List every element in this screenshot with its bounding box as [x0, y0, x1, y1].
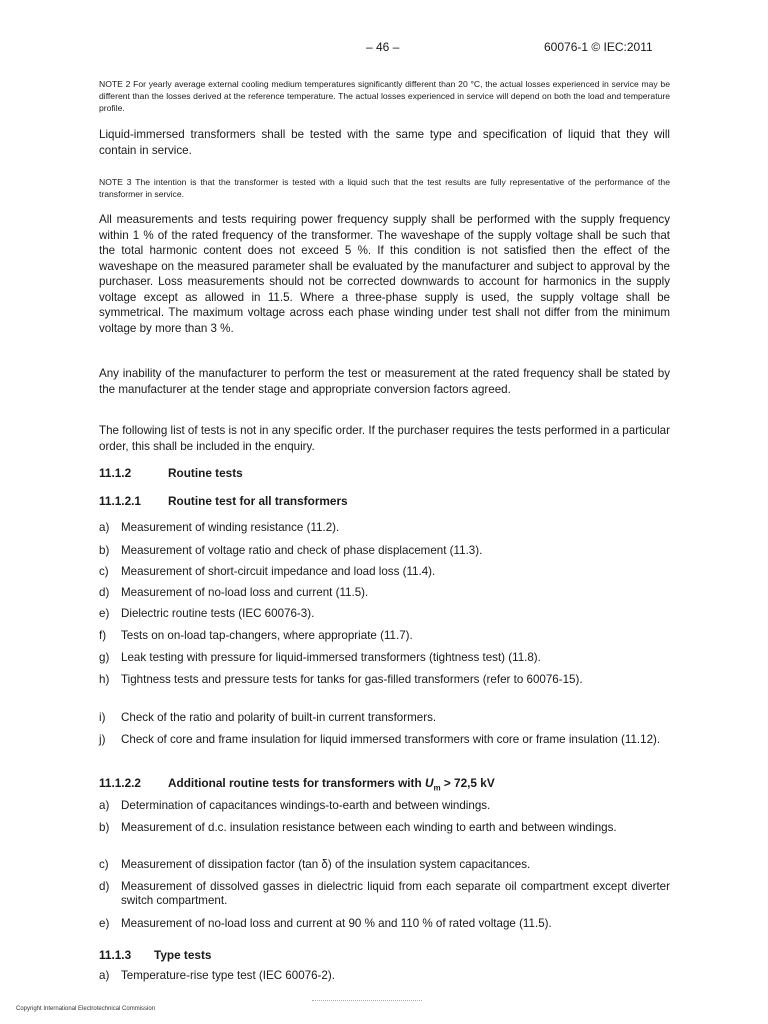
- list-text: Measurement of d.c. insulation resistance between each winding to earth and between windings.: [121, 821, 617, 834]
- list-item: [99, 607, 670, 621]
- list-item: [99, 521, 670, 535]
- heading-title: Type tests: [154, 948, 212, 962]
- list-text: Check of core and frame insulation for liquid immersed transformers with core or frame insulation (11.12).: [121, 733, 661, 746]
- list-marker: f): [99, 629, 107, 642]
- list-text: Dielectric routine tests (IEC 60076-3).: [121, 607, 315, 620]
- list-item: [99, 733, 670, 747]
- list-item: [99, 858, 670, 872]
- heading-title: Routine tests: [168, 466, 243, 480]
- list-text: Measurement of dissipation factor (tan δ) of the insulation system capacitances.: [121, 858, 531, 871]
- list-marker: i): [99, 711, 106, 724]
- paragraph-measurements: All measurements and tests requiring power frequency supply shall be performed with the supply frequency within 1 % of the rated frequency of the transformer. The waveshape of the supply voltage shall be such that the total harmonic content does not exceed 5 %. If this condition is not satisfied then the effect of the waveshape on the measured parameter shall be evaluated by the manufacturer and subject to approval by the purchaser. Loss measurements should not be corrected downwards to account for harmonics in the supply voltage except as allowed in 11.5. Where a three-phase supply is used, the supply voltage shall be symmetrical. The maximum voltage across each phase winding under test shall not differ from the minimum voltage by more than 3 %.: [99, 213, 670, 335]
- paragraph-inability: Any inability of the manufacturer to perform the test or measurement at the rated frequency shall be stated by the manufacturer at the tender stage and appropriate conversion factors agreed.: [99, 367, 670, 396]
- list-marker: a): [99, 521, 110, 534]
- list-text: Measurement of dissolved gasses in dielectric liquid from each separate oil compartment except diverter switch compartment.: [121, 880, 670, 907]
- heading-number: 11.1.2.2: [99, 776, 141, 790]
- list-text: Measurement of short-circuit impedance and load loss (11.4).: [121, 565, 436, 578]
- list-item: [99, 821, 670, 835]
- heading-title: Additional routine tests for transformers with: [168, 776, 425, 790]
- list-marker: b): [99, 544, 110, 557]
- list-marker: c): [99, 858, 109, 871]
- list-text: Measurement of no-load loss and current (11.5).: [121, 586, 369, 599]
- list-item: [99, 586, 670, 600]
- list-text: Tests on on-load tap-changers, where appropriate (11.7).: [121, 629, 413, 642]
- list-marker: d): [99, 586, 110, 599]
- list-item: [99, 651, 670, 665]
- heading-11-1-3: [99, 948, 211, 962]
- heading-number: 11.1.3: [99, 948, 132, 962]
- page-number: – 46 –: [366, 40, 400, 54]
- standard-reference: 60076-1 © IEC:2011: [544, 40, 653, 54]
- list-item: [99, 711, 670, 725]
- list-item: [99, 880, 670, 908]
- list-text: Measurement of no-load loss and current at 90 % and 110 % of rated voltage (11.5).: [121, 917, 552, 930]
- list-text: Tightness tests and pressure tests for tanks for gas-filled transformers (refer to 60076-15).: [121, 673, 583, 686]
- heading-11-1-2: [99, 466, 243, 480]
- divider: [312, 1000, 422, 1003]
- list-text: Check of the ratio and polarity of built-in current transformers.: [121, 711, 437, 724]
- heading-number: 11.1.2.1: [99, 494, 141, 508]
- list-marker: d): [99, 880, 110, 893]
- list-marker: e): [99, 607, 110, 620]
- list-text: Determination of capacitances windings-to-earth and between windings.: [121, 799, 491, 812]
- paragraph-liquid: Liquid-immersed transformers shall be tested with the same type and specification of liquid that they will contain in service.: [99, 128, 670, 157]
- list-item: [99, 799, 670, 813]
- list-item: [99, 969, 670, 983]
- list-item: [99, 673, 670, 687]
- list-marker: a): [99, 799, 110, 812]
- list-item: [99, 917, 670, 931]
- list-marker: a): [99, 969, 110, 982]
- symbol-subscript: m: [433, 783, 441, 793]
- list-item: [99, 629, 670, 643]
- copyright-footer: Copyright International Electrotechnical Commission: [16, 1006, 156, 1012]
- heading-11-1-2-1: [99, 494, 348, 508]
- note-2: NOTE 2 For yearly average external cooling medium temperatures significantly different than 20 °C, the actual losses experienced in service may be different than the losses derived at the reference temperature. The actual losses experienced in service will depend on both the load and temperature profile.: [99, 79, 670, 113]
- list-marker: e): [99, 917, 110, 930]
- list-item: [99, 544, 670, 558]
- list-text: Measurement of voltage ratio and check of phase displacement (11.3).: [121, 544, 483, 557]
- heading-11-1-2-2: [99, 776, 495, 792]
- list-marker: g): [99, 651, 110, 664]
- symbol-u: U: [424, 776, 434, 790]
- list-marker: b): [99, 821, 110, 834]
- list-item: [99, 565, 670, 579]
- heading-title-end: > 72,5 kV: [440, 776, 495, 790]
- note-3: NOTE 3 The intention is that the transformer is tested with a liquid such that the test results are fully representative of the performance of the transformer in service.: [99, 177, 670, 199]
- list-text: Leak testing with pressure for liquid-immersed transformers (tightness test) (11.8).: [121, 651, 541, 664]
- list-marker: j): [99, 733, 106, 746]
- heading-number: 11.1.2: [99, 466, 132, 480]
- list-text: Measurement of winding resistance (11.2).: [121, 521, 340, 534]
- list-marker: c): [99, 565, 109, 578]
- heading-title: Routine test for all transformers: [168, 494, 348, 508]
- paragraph-order: The following list of tests is not in any specific order. If the purchaser requires the tests performed in a particular order, this shall be included in the enquiry.: [99, 424, 670, 453]
- list-text: Temperature-rise type test (IEC 60076-2).: [121, 969, 335, 982]
- list-marker: h): [99, 673, 110, 686]
